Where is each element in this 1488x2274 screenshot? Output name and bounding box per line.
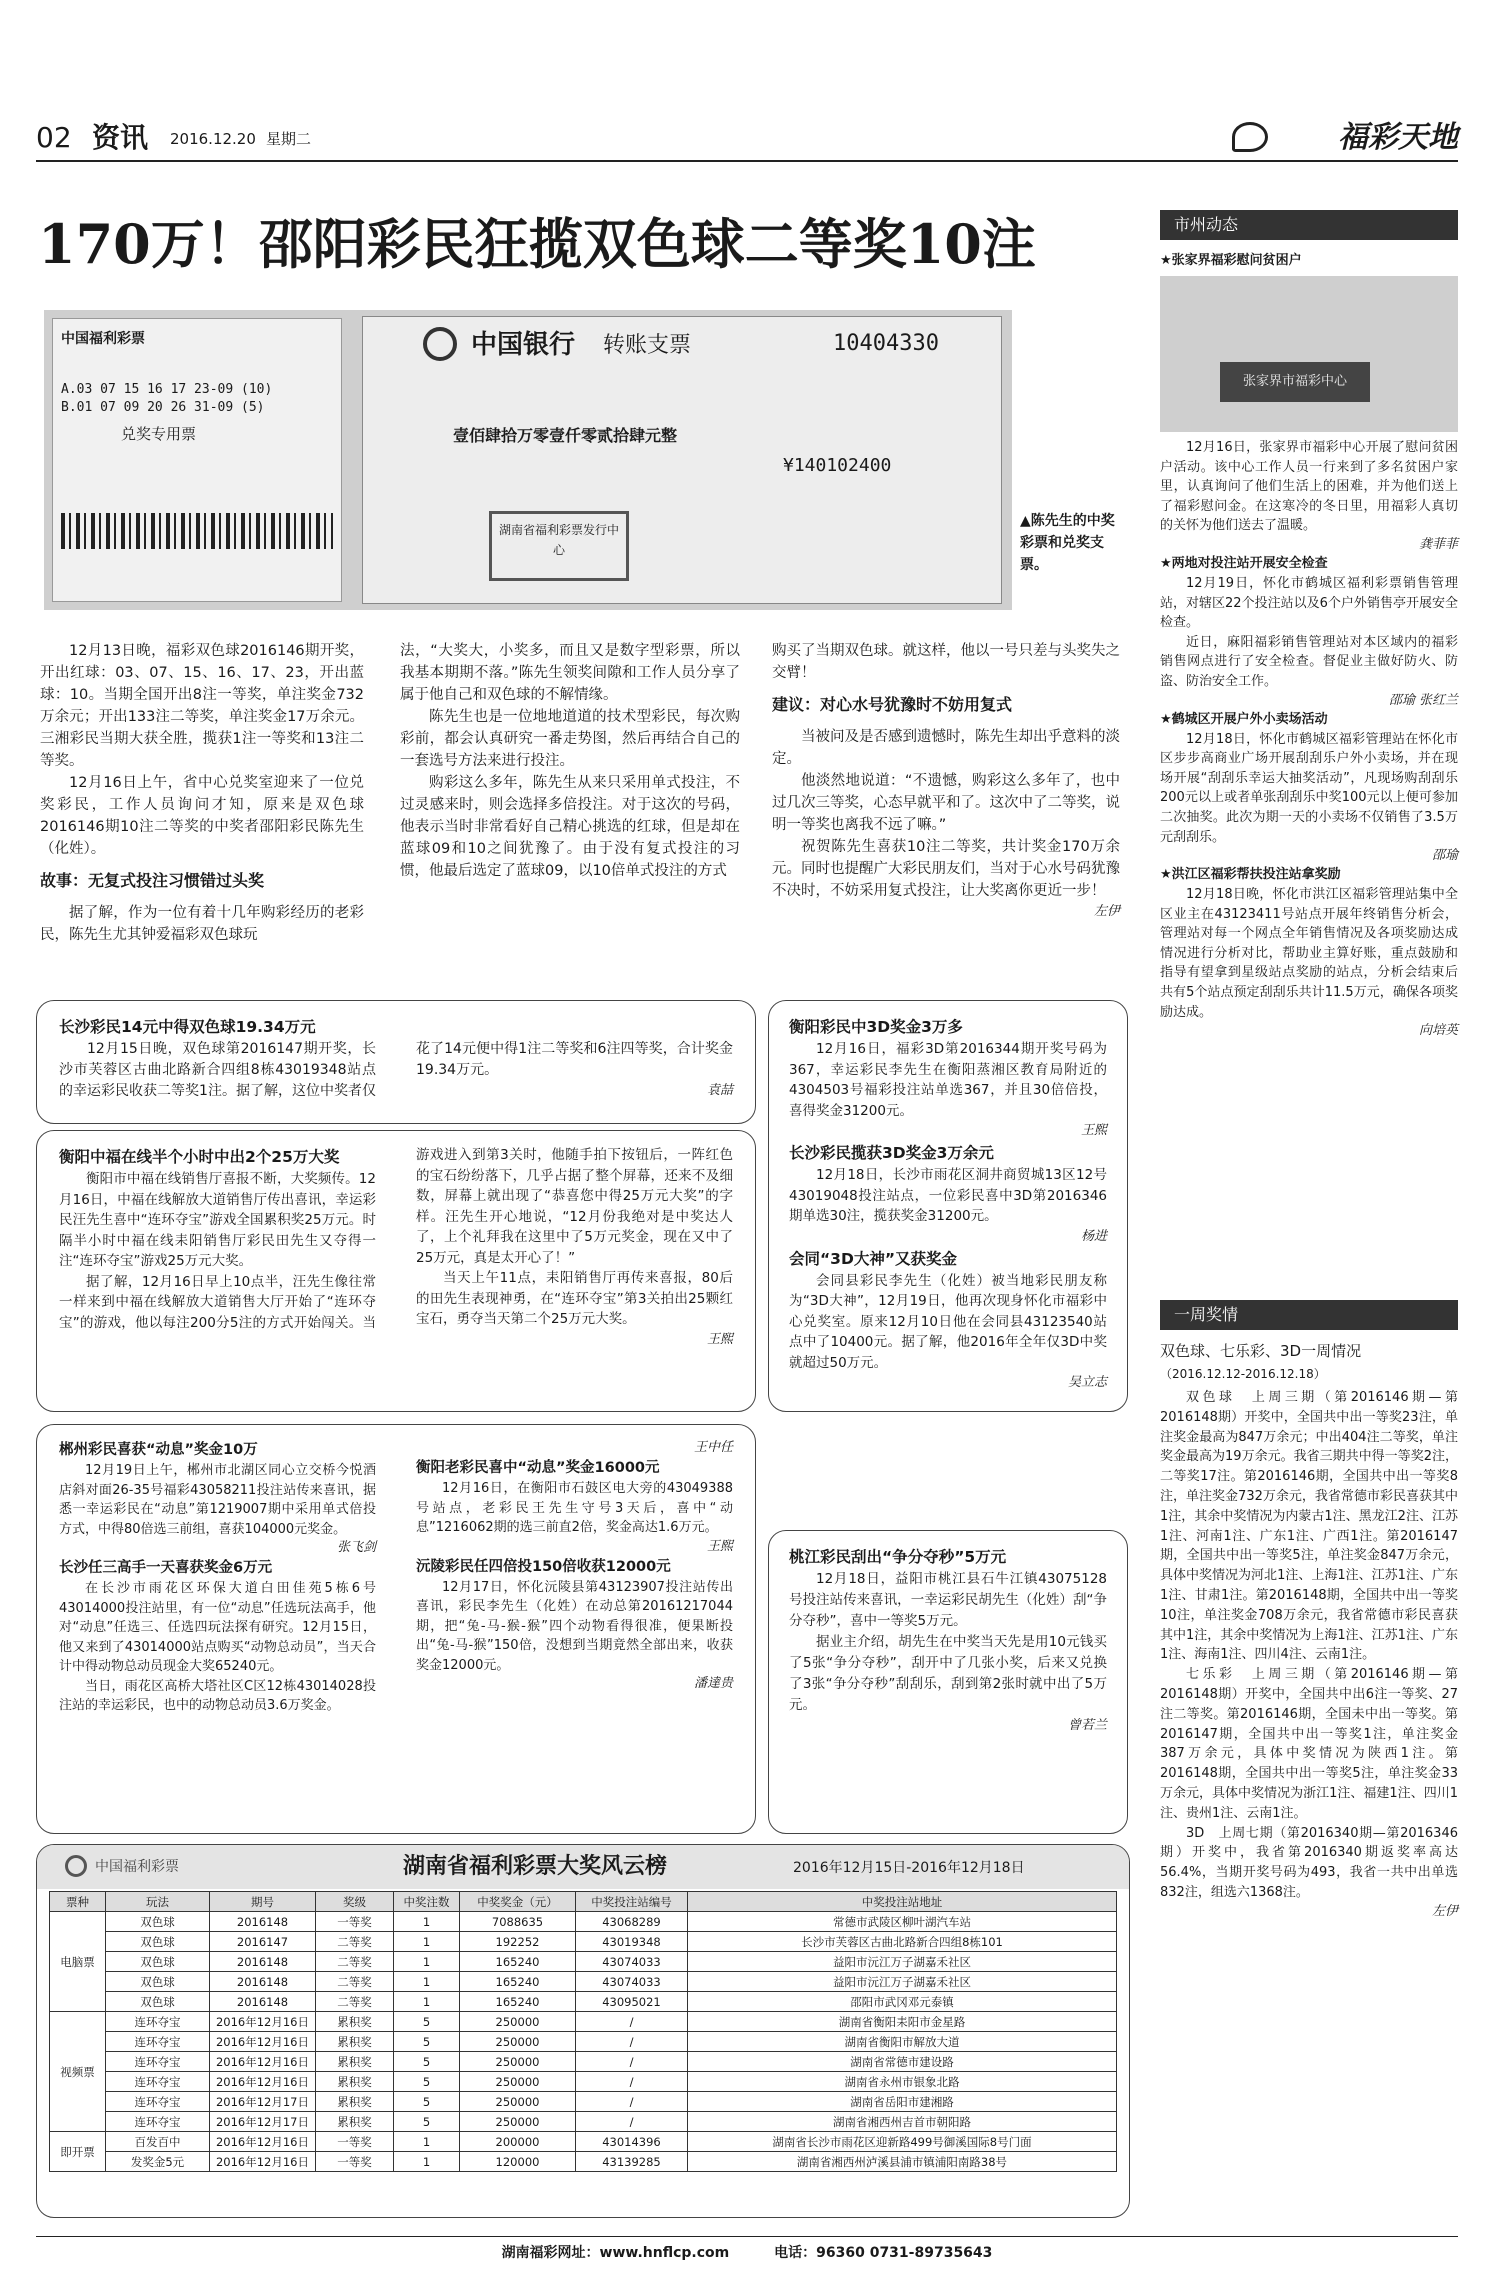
news-box-3d: [768, 1000, 1128, 1412]
table-row: [50, 2132, 1117, 2152]
paragraph: 12月18日，怀化市鹤城区福彩管理站在怀化市区步步高商业广场开展刮刮乐户外小卖场，并在现场开展“刮刮乐幸运大抽奖活动”，凡现场购刮刮乐200元以上或者单张刮刮乐中奖100元以上便可参加二次抽奖。此次为期一天的小卖场不仅销售了3.5万元刮刮乐。: [1160, 731, 1458, 845]
box-subtitle: 长沙任三高手一天喜获奖金6万元: [59, 1560, 273, 1576]
table-cell: 43074033: [576, 1952, 688, 1972]
article-column-3: [772, 640, 1120, 922]
box-title: 衡阳中福在线半个小时中出2个25万大奖: [59, 1148, 340, 1166]
table-cell: 长沙市芙蓉区古曲北路新合四组8栋101: [688, 1932, 1117, 1952]
table-cell: 165240: [460, 1992, 576, 2012]
table-row: [50, 2092, 1117, 2112]
table-row: [50, 1972, 1117, 1992]
table-cell: 5: [394, 2012, 460, 2032]
table-cell: 双色球: [106, 1992, 210, 2012]
author-signature: 杨进: [1080, 1228, 1107, 1244]
table-row: [50, 2012, 1117, 2032]
box-subtitle: 沅陵彩民任四倍投150倍收获12000元: [416, 1558, 671, 1575]
paragraph: 12月18日，长沙市雨花区洞井商贸城13区12号43019048投注站点，一位彩民喜中3D第2016346期单选30注，揽获奖金31200元。: [789, 1167, 1107, 1224]
table-row: [50, 1952, 1117, 1972]
table-cell: 累积奖: [316, 2032, 394, 2052]
author-signature: 王熙: [1080, 1123, 1107, 1138]
table-header-cell: 玩法: [106, 1892, 210, 1912]
author-signature: 张飞剑: [336, 1540, 376, 1555]
table-cell: 一等奖: [316, 1912, 394, 1932]
photo-caption: ▲陈先生的中奖彩票和兑奖支票。: [1020, 513, 1115, 573]
paragraph: 12月15日晚，双色球第2016147期开奖，长沙市芙蓉区古曲北路新合四组8栋43019348站点的幸运彩民收获二等奖1注。据了解，这位中奖者仅花了14元便中得1注二等奖和6注四等奖，合计奖金19.34万元。: [59, 1041, 733, 1099]
footer-rule: [36, 2236, 1458, 2237]
table-cell: 二等奖: [316, 1992, 394, 2012]
author-signature: 龚菲菲: [1418, 536, 1458, 552]
table-cell: 2016年12月16日: [210, 2152, 316, 2172]
official-stamp: 湖南省福利彩票发行中心: [489, 511, 629, 581]
table-cell: 120000: [460, 2152, 576, 2172]
table-header-cell: 中奖投注站编号: [576, 1892, 688, 1912]
sidebar: [1160, 210, 1458, 1040]
table-cell: 双色球: [106, 1932, 210, 1952]
table-cell: /: [576, 2092, 688, 2112]
paragraph: 据了解，作为一位有着十几年购彩经历的老彩民，陈先生尤其钟爱福彩双色球玩: [40, 905, 364, 943]
table-cell: 累积奖: [316, 2092, 394, 2112]
paragraph: 陈先生也是一位地地道道的技术型彩民，每次购彩前，都会认真研究一番走势图，然后再结合自己的一套选号方法来进行投注。: [400, 709, 740, 769]
table-cell: 二等奖: [316, 1952, 394, 1972]
box-subtitle: 会同“3D大神”又获奖金: [789, 1249, 958, 1268]
article-column-2: [400, 640, 740, 882]
table-row: [50, 1912, 1117, 1932]
author-signature: 邵瑜: [1431, 848, 1458, 864]
paragraph: 法，“大奖大，小奖多，而且又是数字型彩票，所以我基本期期不落。”陈先生领奖间隙和工作人员分享了属于他自己和双色球的不解情缘。: [400, 643, 740, 703]
table-header-cell: 票种: [50, 1892, 106, 1912]
footer: [36, 2242, 1458, 2264]
news-photo: [44, 310, 1012, 610]
ticket-brand: 中国福利彩票: [61, 331, 145, 347]
table-cell: 湖南省衡阳市解放大道: [688, 2032, 1117, 2052]
paragraph: 衡阳市中福在线销售厅喜报不断，大奖频传。12月16日，中福在线解放大道销售厅传出喜讯，幸运彩民汪先生喜中“连环夺宝”游戏全国累积奖25万元。时隔半小时中福在线耒阳销售厅彩民田先生又夺得一注“连环夺宝”游戏25万元大奖。: [59, 1171, 376, 1269]
table-cell: 43139285: [576, 2152, 688, 2172]
header-rule: [36, 160, 1458, 162]
bank-subtitle: 转账支票: [603, 333, 692, 358]
table-cell: 2016年12月16日: [210, 2032, 316, 2052]
box-subtitle: 长沙彩民揽获3D奖金3万余元: [789, 1144, 994, 1162]
prize-table-panel: [36, 1844, 1130, 2218]
footer-website: 湖南福彩网址：www.hnflcp.com: [501, 2245, 730, 2261]
paragraph: 据业主介绍，胡先生在中奖当天先是用10元钱买了5张“争分夺秒”，刮开中了几张小奖，后来又兑换了3张“争分夺秒”刮刮乐，刮到第2张时就中出了5万元。: [789, 1634, 1107, 1713]
table-header-cell: 中奖投注站地址: [688, 1892, 1117, 1912]
box-title: 郴州彩民喜获“动息”奖金10万: [59, 1442, 258, 1458]
box-title: 长沙彩民14元中得双色球19.34万元: [59, 1018, 316, 1036]
prize-table: [49, 1891, 1117, 2172]
table-cell: 2016148: [210, 1952, 316, 1972]
bank-logo-icon: [423, 327, 457, 361]
paragraph: 双色球 上周三期（第2016146期—第2016148期）开奖中，全国共中出一等奖23注，单注奖金最高为847万余元；中出404注二等奖，单注奖金最高为19万余元。我省三期共中得一等奖2注，二等奖17注。第2016146期，全国共中出一等奖8注，单注奖金732万余元，我省常德市彩民喜获其中1注，其余中奖情况为内蒙古1注、黑龙江2注、江苏1注、河南1注、广东1注、广西1注。第2016147期，全国共中出一等奖5注，单注奖金847万余元，具体中奖情况为河北1注、上海1注、江苏1注、广东1注、甘肃1注。第2016148期，全国共中出一等奖10注，单注奖金708万余元，我省常德市彩民喜获其中1注，其余中奖情况为上海1注、江苏1注、广东1注、海南1注、四川4注、云南1注。: [1160, 1390, 1458, 1663]
paragraph: 据了解，12月16日早上10点半，汪先生像往常一样来到中福在线解放大道销售大厅开始了“连环夺宝”的游戏，他以每注200分5注的方式开始闯关。当游戏进入到第3关时，他随手拍下按钮后，一阵红色的宝石纷纷落下，几乎占据了整个屏幕，还来不及细数，屏幕上就出现了“恭喜您中得25万元大奖”的字样。汪先生开心地说，“12月份我绝对是中奖达人了，上个礼拜我在这里中了5万元奖金，现在又中了25万元，真是太开心了！”: [59, 1147, 733, 1331]
author-signature: 邵瑜 张红兰: [1388, 692, 1458, 708]
box-subtitle: 衡阳老彩民喜中“动息”奖金16000元: [416, 1460, 660, 1476]
table-cell: 200000: [460, 2132, 576, 2152]
issue-date: 2016.12.20: [170, 130, 256, 148]
table-cell: /: [576, 2112, 688, 2132]
ticket-line: A.03 07 15 16 17 23-09 (10): [61, 382, 273, 397]
table-date-range: 2016年12月15日-2016年12月18日: [793, 1860, 1025, 1876]
table-cell: 一等奖: [316, 2152, 394, 2172]
paragraph: 七乐彩 上周三期（第2016146期—第2016148期）开奖中，全国共中出6注一等奖、27注二等奖。第2016146期，全国未中出一等奖。第2016147期，全国共中出一等奖1注，单注奖金387万余元，具体中奖情况为陕西1注。第2016148期，全国共中出一等奖5注，单注奖金33万余元，具体中奖情况为浙江1注、福建1注、四川1注、贵州1注、云南1注。: [1160, 1667, 1458, 1821]
paragraph: 当天上午11点，耒阳销售厅再传来喜报，80后的田先生表现神勇，在“连环夺宝”第3关拍出25颗红宝石，勇夺当天第二个25万元大奖。: [416, 1270, 733, 1327]
table-cell: 250000: [460, 2112, 576, 2132]
table-cell: 5: [394, 2092, 460, 2112]
paragraph: 近日，麻阳福彩销售管理站对本区域内的福彩销售网点进行了安全检查。督促业主做好防火、防盗、防治安全工作。: [1160, 634, 1458, 689]
table-cell: 2016年12月16日: [210, 2072, 316, 2092]
ticket-line: B.01 07 09 20 26 31-09 (5): [61, 400, 265, 415]
author-signature: 向培英: [1418, 1023, 1458, 1039]
table-cell: 湖南省湘西州吉首市朝阳路: [688, 2112, 1117, 2132]
table-cell: 2016年12月17日: [210, 2112, 316, 2132]
ticket-type-cell: 视频票: [50, 2012, 106, 2132]
table-cell: 发奖金5元: [106, 2152, 210, 2172]
table-cell: 2016148: [210, 1912, 316, 1932]
table-row: [50, 2152, 1117, 2172]
table-cell: 湖南省岳阳市建湘路: [688, 2092, 1117, 2112]
table-row: [50, 2052, 1117, 2072]
table-cell: 165240: [460, 1972, 576, 1992]
table-cell: 43074033: [576, 1972, 688, 1992]
paragraph: 12月19日上午，郴州市北湖区同心立交桥今悦酒店斜对面26-35号福彩43058211投注站传来喜讯，据悉一幸运彩民在“动息”第1219007期中采用单式倍投方式，中得80倍选三前组，喜获104000元奖金。: [59, 1463, 376, 1537]
table-cell: 2016年12月16日: [210, 2012, 316, 2032]
news-box-changsha: [36, 1000, 756, 1124]
ticket-line: 兑奖专用票: [121, 425, 197, 443]
ticket-type-cell: 即开票: [50, 2132, 106, 2172]
news-box-taojiang: [768, 1530, 1128, 1834]
table-cell: 1: [394, 2132, 460, 2152]
bank-title: 中国银行: [471, 330, 576, 360]
author-signature: 王中任: [693, 1440, 733, 1455]
table-cell: 湖南省湘西州泸溪县浦市镇浦阳南路38号: [688, 2152, 1117, 2172]
issue-weekday: 星期二: [266, 130, 312, 148]
paragraph: 在长沙市雨花区环保大道白田佳苑5栋6号43014000投注站里，有一位“动息”任选玩法高手，他对“动息”任选三、任选四玩法探有研究。12月15日，他又来到了43014000站点购买“动物总动员”，当天合计中得动物总动员现金大奖65240元。: [59, 1581, 376, 1674]
table-row: [50, 1992, 1117, 2012]
sidebar-section-header: 市州动态: [1160, 210, 1458, 240]
table-cell: 2016148: [210, 1992, 316, 2012]
table-cell: 43095021: [576, 1992, 688, 2012]
check-amount-number: ¥140102400: [783, 455, 892, 476]
table-cell: 累积奖: [316, 2072, 394, 2092]
table-cell: 5: [394, 2032, 460, 2052]
table-cell: 2016年12月16日: [210, 2052, 316, 2072]
charity-photo: [1160, 276, 1458, 432]
table-cell: 双色球: [106, 1912, 210, 1932]
paragraph: 祝贺陈先生喜获10注二等奖，共计奖金170万余元。同时也提醒广大彩民朋友们，当对于心水号码犹豫不决时，不妨采用复式投注，让大奖离你更近一步！: [772, 839, 1120, 899]
ticket-type-cell: 电脑票: [50, 1912, 106, 2012]
table-cell: 湖南省长沙市雨花区迎新路499号御溪国际8号门面: [688, 2132, 1117, 2152]
table-row: [50, 1932, 1117, 1952]
table-cell: 连环夺宝: [106, 2012, 210, 2032]
table-cell: 邵阳市武冈邓元泰镇: [688, 1992, 1117, 2012]
table-cell: 1: [394, 2152, 460, 2172]
box-title: 桃江彩民刮出“争分夺秒”5万元: [789, 1548, 1007, 1566]
table-cell: 2016148: [210, 1972, 316, 1992]
table-cell: 二等奖: [316, 1972, 394, 1992]
table-cell: /: [576, 2072, 688, 2092]
table-cell: 湖南省常德市建设路: [688, 2052, 1117, 2072]
table-cell: 165240: [460, 1952, 576, 1972]
sidebar-section-header: 一周奖情: [1160, 1300, 1458, 1330]
author-signature: 王熙: [706, 1331, 733, 1347]
table-header-cell: 期号: [210, 1892, 316, 1912]
subheading: 故事：无复式投注习惯错过头奖: [40, 871, 265, 890]
table-cell: 百发百中: [106, 2132, 210, 2152]
sidebar-item-title: ★两地对投注站开展安全检查: [1160, 555, 1328, 571]
check-number: 10404330: [833, 331, 939, 356]
paragraph: 购彩这么多年，陈先生从来只采用单式投注，不过灵感来时，则会选择多倍投注。对于这次的号码，他表示当时非常看好自己精心挑选的红球，但是却在蓝球09和10之间犹豫了。由于没有复式投注的习惯，他最后选定了蓝球09，以10倍单式投注的方式: [400, 775, 740, 879]
table-cell: 1: [394, 1932, 460, 1952]
table-cell: 益阳市沅江万子湖嘉禾社区: [688, 1952, 1117, 1972]
table-cell: 湖南省衡阳耒阳市金星路: [688, 2012, 1117, 2032]
table-cell: 双色球: [106, 1952, 210, 1972]
bank-check: [362, 316, 1002, 604]
table-cell: 43068289: [576, 1912, 688, 1932]
table-cell: 7088635: [460, 1912, 576, 1932]
paragraph: 12月18日，益阳市桃江县石牛江镇43075128号投注站传来喜讯，一幸运彩民胡先生（化姓）刮“争分夺秒”，喜中一等奖5万元。: [789, 1571, 1107, 1629]
paragraph: 当被问及是否感到遗憾时，陈先生却出乎意料的淡定。: [772, 729, 1120, 767]
box-title: 衡阳彩民中3D奖金3万多: [789, 1018, 963, 1036]
group-banner: 张家界市福彩中心: [1220, 362, 1370, 402]
paragraph: 12月19日，怀化市鹤城区福利彩票销售管理站，对辖区22个投注站以及6个户外销售亭开展安全检查。: [1160, 575, 1458, 631]
table-cell: 常德市武陵区柳叶湖汽车站: [688, 1912, 1117, 1932]
brand-name: 福彩天地: [1338, 120, 1458, 155]
table-cell: 5: [394, 2112, 460, 2132]
table-cell: 连环夺宝: [106, 2052, 210, 2072]
table-cell: /: [576, 2052, 688, 2072]
paragraph: 12月16日上午，省中心兑奖室迎来了一位兑奖彩民，工作人员询问才知，原来是双色球2016146期10注二等奖的中奖者邵阳彩民陈先生（化姓）。: [40, 775, 364, 857]
paragraph: 12月16日，张家界市福彩中心开展了慰问贫困户活动。该中心工作人员一行来到了多名贫困户家里，认真询问了他们生活上的困难，并为他们送上了福彩慰问金。在这寒冷的冬日里，用福彩人真切的关怀为他们送去了温暖。: [1160, 440, 1458, 534]
table-cell: 1: [394, 1992, 460, 2012]
author-signature: 王熙: [706, 1538, 733, 1554]
table-cell: 1: [394, 1972, 460, 1992]
weekly-date-range: （2016.12.12-2016.12.18）: [1160, 1367, 1326, 1381]
paragraph: 12月18日晚，怀化市洪江区福彩管理站集中全区业主在43123411号站点开展年终销售分析会，管理站对每一个网点全年销售情况及各项奖励达成情况进行分析对比，帮助业主算好账，重点鼓励和指导有望拿到星级站点奖励的站点，分析会结束后共有5个站点预定刮刮乐共计11.5万元，确保各项奖励达成。: [1160, 887, 1458, 1020]
table-cell: 2016147: [210, 1932, 316, 1952]
author-signature: 曾若兰: [1067, 1718, 1107, 1733]
table-cell: 连环夺宝: [106, 2072, 210, 2092]
table-cell: 二等奖: [316, 1932, 394, 1952]
table-cell: /: [576, 2012, 688, 2032]
table-cell: /: [576, 2032, 688, 2052]
lottery-ticket: [52, 318, 342, 602]
table-title: 湖南省福利彩票大奖风云榜: [403, 1854, 668, 1879]
paragraph: 12月17日，怀化沅陵县第43123907投注站传出喜讯，彩民李先生（化姓）在动总第20161217044期，把“兔-马-猴-猴”四个动物看得很准，便果断投出“兔-马-猴”150倍，没想到当期竟然全部出来，收获奖金12000元。: [416, 1579, 733, 1673]
author-signature: 左伊: [1431, 1903, 1458, 1919]
author-signature: 左伊: [1093, 904, 1120, 919]
table-cell: 5: [394, 2072, 460, 2092]
table-cell: 湖南省永州市银象北路: [688, 2072, 1117, 2092]
table-cell: 192252: [460, 1932, 576, 1952]
paragraph: 购买了当期双色球。就这样，他以一号只差与头奖失之交臂！: [772, 643, 1120, 681]
brand-logo-icon: [1232, 122, 1268, 152]
table-row: [50, 2032, 1117, 2052]
table-cell: 250000: [460, 2092, 576, 2112]
table-cell: 2016年12月17日: [210, 2092, 316, 2112]
table-cell: 连环夺宝: [106, 2032, 210, 2052]
page-number: 02: [36, 121, 72, 154]
table-header-cell: 中奖注数: [394, 1892, 460, 1912]
table-cell: 43014396: [576, 2132, 688, 2152]
table-header-cell: 中奖奖金（元）: [460, 1892, 576, 1912]
barcode: [61, 513, 333, 549]
paragraph: 12月13日晚，福彩双色球2016146期开奖，开出红球：03、07、15、16、17、23，开出蓝球：10。当期全国开出8注一等奖，单注奖金732万余元；开出133注二等奖，单注奖金17万余元。三湘彩民当期大获全胜，揽获1注一等奖和13注二等奖。: [40, 643, 364, 769]
table-cell: 5: [394, 2052, 460, 2072]
paragraph: 会同县彩民李先生（化姓）被当地彩民朋友称为“3D大神”，12月19日，他再次现身怀化市福彩中心兑奖室。原来12月10日他在会同县43123540站点中了10400元。据了解，他2016年全年仅3D中奖就超过50万元。: [789, 1272, 1107, 1371]
article-column-1: [40, 640, 364, 946]
news-box-hengyang-cwl: [36, 1130, 756, 1412]
table-cell: 连环夺宝: [106, 2112, 210, 2132]
table-cell: 累积奖: [316, 2052, 394, 2072]
page-header: [36, 118, 1458, 158]
table-cell: 1: [394, 1912, 460, 1932]
sidebar-item-title: ★张家界福彩慰问贫困户: [1160, 253, 1302, 268]
table-logo-text: 中国福利彩票: [95, 1859, 179, 1875]
paragraph: 当日，雨花区高桥大塔社区C区12栋43014028投注站的幸运彩民，也中的动物总动员3.6万奖金。: [59, 1678, 376, 1713]
sidebar-item-title: ★鹤城区开展户外小卖场活动: [1160, 711, 1328, 727]
table-cell: 250000: [460, 2072, 576, 2092]
headline: 170万！邵阳彩民狂揽双色球二等奖10注: [38, 212, 1036, 276]
sidebar-item-title: ★洪江区福彩帮扶投注站拿奖励: [1160, 867, 1341, 883]
table-cell: 连环夺宝: [106, 2092, 210, 2112]
table-cell: 250000: [460, 2032, 576, 2052]
table-row: [50, 2072, 1117, 2092]
table-cell: 250000: [460, 2052, 576, 2072]
weekly-section: [1160, 1300, 1458, 1921]
table-cell: 43019348: [576, 1932, 688, 1952]
check-amount-text: 壹佰肆拾万零壹仟零贰拾肆元整: [453, 426, 678, 445]
table-cell: 1: [394, 1952, 460, 1972]
welfare-logo-icon: [65, 1855, 87, 1877]
footer-phone: 电话：96360 0731-89735643: [774, 2245, 993, 2261]
table-row: [50, 2112, 1117, 2132]
table-cell: 累积奖: [316, 2012, 394, 2032]
table-cell: 双色球: [106, 1972, 210, 1992]
author-signature: 吴立志: [1067, 1375, 1107, 1390]
table-cell: 累积奖: [316, 2112, 394, 2132]
table-cell: 益阳市沅江万子湖嘉禾社区: [688, 1972, 1117, 1992]
author-signature: 潘達贵: [693, 1676, 733, 1691]
table-cell: 2016年12月16日: [210, 2132, 316, 2152]
paragraph: 3D 上周七期（第2016340期—第2016346期）开奖中，我省第2016340期返奖率高达56.4%，当期开奖号码为493，我省一共中出单选832注，组选六1368注。: [1160, 1825, 1458, 1900]
table-cell: 一等奖: [316, 2132, 394, 2152]
paragraph: 他淡然地说道：“不遗憾，购彩这么多年了，也中过几次三等奖，心态早就平和了。这次中了二等奖，说明一等奖也离我不远了嘛。”: [772, 773, 1120, 833]
table-header-bar: [37, 1845, 1129, 1889]
paragraph: 12月16日，福彩3D第2016344期开奖号码为367，幸运彩民李先生在衡阳蒸湘区教育局附近的4304503号福彩投注站单选367，并且30倍倍投，喜得奖金31200元。: [789, 1041, 1107, 1119]
table-cell: 250000: [460, 2012, 576, 2032]
paragraph: 12月16日，在衡阳市石鼓区电大旁的43049388号站点，老彩民王先生守号3天后，喜中“动息”1216062期的选三前直2倍，奖金高达1.6万元。: [416, 1481, 733, 1535]
weekly-title: 双色球、七乐彩、3D一周情况: [1160, 1342, 1362, 1360]
news-box-dongxi: [36, 1424, 756, 1834]
subheading: 建议：对心水号犹豫时不妨用复式: [772, 695, 1013, 714]
table-header-cell: 奖级: [316, 1892, 394, 1912]
section-name: 资讯: [92, 121, 149, 154]
author-signature: 袁喆: [706, 1083, 733, 1098]
